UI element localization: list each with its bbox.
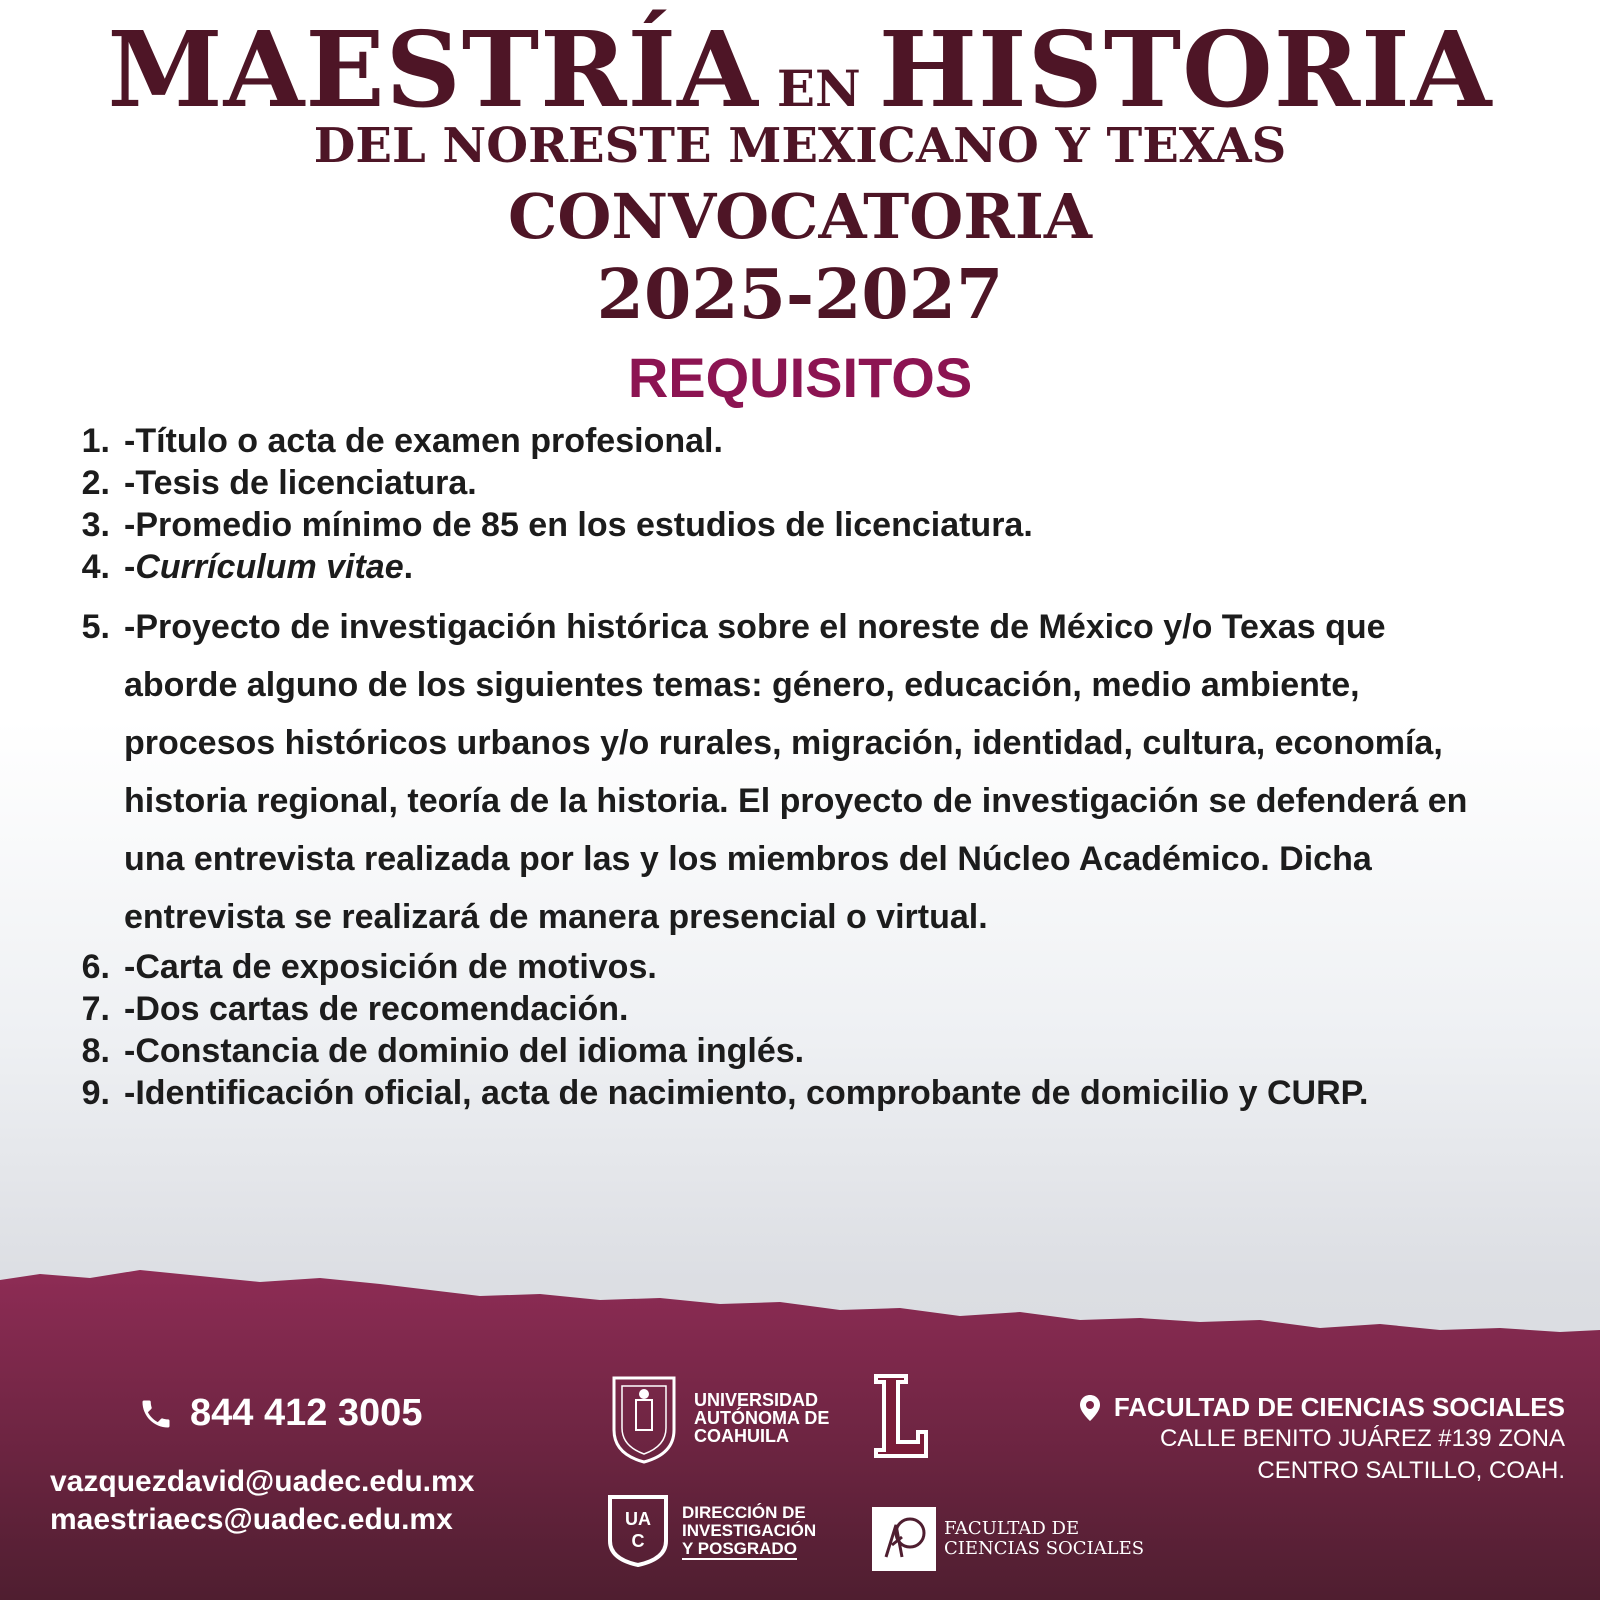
requirement-item — [70, 420, 1490, 462]
uadec-line: COAHUILA — [694, 1426, 789, 1446]
requirement-number: 1. — [81, 422, 110, 460]
svg-text:UA: UA — [625, 1509, 651, 1529]
direccion-line: DIRECCIÓN DE — [682, 1503, 806, 1522]
main-title — [0, 8, 1600, 131]
direccion-posgrado-logo — [606, 1493, 816, 1569]
years-heading: 2025-2027 — [596, 255, 1004, 335]
requirement-number: 8. — [81, 1032, 110, 1070]
requirement-text: -Promedio mínimo de 85 en los estudios de licenciatura. — [124, 506, 1033, 544]
requirement-text: -Tesis de licenciatura. — [124, 464, 477, 502]
direccion-line: INVESTIGACIÓN — [682, 1521, 817, 1540]
uadec-line: UNIVERSIDAD — [694, 1390, 819, 1410]
requirement-number: 2. — [81, 464, 110, 502]
requirement-number: 9. — [81, 1074, 110, 1112]
requirement-number: 7. — [81, 990, 110, 1028]
title-part1: MAESTRÍA — [107, 8, 759, 131]
requirement-number: 5. — [81, 608, 110, 646]
phone-number: 844 412 3005 — [190, 1392, 423, 1434]
requirement-item — [70, 1030, 1490, 1072]
requirement-number: 6. — [81, 948, 110, 986]
requirement-suffix: . — [403, 548, 414, 586]
email-list — [50, 1463, 474, 1539]
requirement-item — [70, 546, 1490, 588]
requirements-list — [70, 420, 1490, 1114]
address-line: CALLE BENITO JUÁREZ #139 ZONA — [1159, 1425, 1565, 1452]
title-connector: EN — [776, 59, 861, 118]
facultad-line: FACULTAD DE — [944, 1518, 1080, 1539]
facultad-emblem-icon — [872, 1507, 936, 1571]
facultad-text — [944, 1519, 1144, 1559]
subtitle: DEL NORESTE MEXICANO Y TEXAS — [313, 118, 1287, 174]
requirement-dash: - — [124, 548, 136, 586]
email-link[interactable]: vazquezdavid@uadec.edu.mx — [50, 1465, 475, 1498]
address-faculty — [1078, 1392, 1565, 1423]
svg-text:C: C — [631, 1531, 645, 1551]
address-line: CENTRO SALTILLO, COAH. — [1257, 1457, 1565, 1484]
email-link[interactable]: maestriaecs@uadec.edu.mx — [50, 1503, 453, 1536]
faculty-name: FACULTAD DE CIENCIAS SOCIALES — [1113, 1392, 1565, 1422]
phone-contact[interactable] — [138, 1392, 422, 1435]
requirement-number: 3. — [81, 506, 110, 544]
uadec-logo — [606, 1370, 829, 1466]
uadec-shield-icon — [606, 1370, 682, 1466]
requirement-item — [70, 988, 1490, 1030]
phone-icon — [138, 1396, 174, 1432]
requirement-italic-text: Currículum vitae — [135, 548, 404, 586]
direccion-text — [682, 1504, 816, 1558]
requirement-item — [70, 598, 1490, 946]
requirement-item — [70, 462, 1490, 504]
requirement-text: -Constancia de dominio del idioma inglés. — [124, 1032, 805, 1070]
location-pin-icon — [1078, 1394, 1102, 1422]
uadec-badge-icon — [606, 1493, 670, 1569]
requirement-item — [70, 504, 1490, 546]
requirement-item — [70, 1072, 1490, 1114]
address-block — [1078, 1392, 1565, 1487]
convocatoria-heading: CONVOCATORIA — [508, 180, 1092, 253]
requirement-text: -Título o acta de examen profesional. — [124, 422, 723, 460]
requirement-text: -Proyecto de investigación histórica sobre el noreste de México y/o Texas que aborde alguno de los siguientes temas: género, educación, medio ambiente, procesos históricos urbanos y/o rurales, migración, identidad, cultura, economía, historia regional, teoría de la historia. El proyecto de investigación se defenderá en una entrevista realizada por las y los miembros del Núcleo Académico. Dicha entrevista se realizará de manera presencial o virtual. — [124, 608, 1468, 936]
requirement-number: 4. — [81, 548, 110, 586]
facultad-logo — [872, 1507, 1144, 1571]
facultad-line: CIENCIAS SOCIALES — [944, 1538, 1145, 1559]
requirement-item — [70, 946, 1490, 988]
letter-l-logo — [872, 1372, 930, 1460]
title-part2: HISTORIA — [878, 8, 1493, 131]
uadec-line: AUTÓNOMA DE — [694, 1408, 830, 1428]
requirement-text: -Identificación oficial, acta de nacimiento, comprobante de domicilio y CURP. — [124, 1074, 1369, 1112]
requirements-heading: REQUISITOS — [627, 346, 973, 409]
requirement-text: -Carta de exposición de motivos. — [124, 948, 657, 986]
direccion-line: Y POSGRADO — [682, 1539, 797, 1558]
uadec-text — [694, 1391, 829, 1445]
requirement-text: -Dos cartas de recomendación. — [124, 990, 629, 1028]
